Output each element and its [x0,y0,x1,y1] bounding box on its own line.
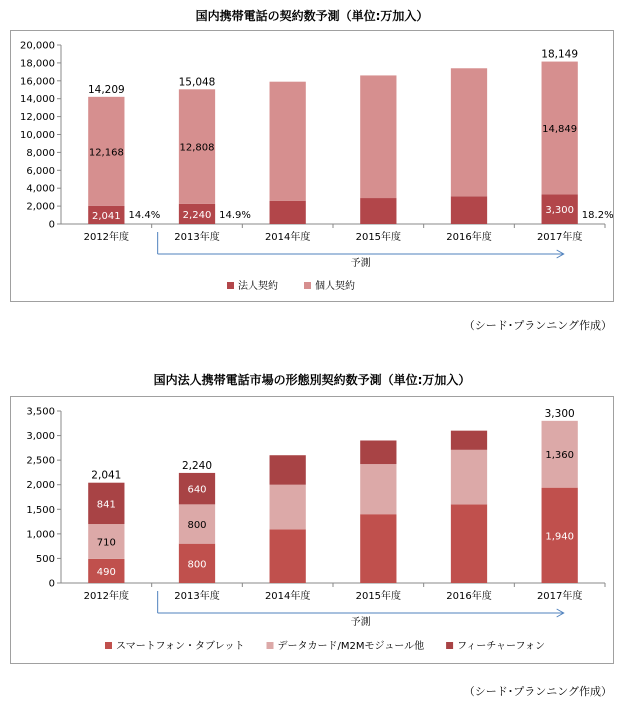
x-tick-label: 2017年度 [536,591,583,602]
forecast-label: 予測 [350,258,371,269]
legend-label: スマートフォン・タブレット [116,641,245,652]
legend-label: データカード/M2Mモジュール他 [277,641,425,652]
y-tick-label: 20,000 [20,40,55,52]
total-label: 15,048 [178,76,216,89]
bar-segment [270,201,306,224]
total-label: 3,300 [544,407,575,420]
legend-swatch [304,282,311,289]
data-label: 800 [187,559,207,571]
y-tick-label: 2,000 [26,201,55,213]
y-tick-label: 8,000 [26,147,55,159]
bar-segment [270,455,306,484]
y-tick-label: 2,500 [26,455,55,467]
data-label: 710 [96,537,116,549]
bar-segment [451,68,487,196]
total-label: 2,041 [91,469,122,482]
chart1-title: 国内携帯電話の契約数予測（単位:万加入） [195,9,429,23]
x-tick-label: 2013年度 [174,232,220,243]
y-tick-label: 16,000 [20,76,55,88]
x-tick-label: 2014年度 [264,232,311,243]
legend-label: 個人契約 [315,281,355,292]
chart2-plot [11,397,613,663]
total-label: 2,240 [181,459,213,472]
x-tick-label: 2014年度 [264,591,311,602]
data-label: 490 [96,566,116,578]
data-label: 1,940 [545,531,574,543]
forecast-label: 予測 [350,617,371,628]
y-tick-label: 6,000 [26,165,55,177]
y-tick-label: 3,000 [26,431,55,443]
y-tick-label: 1,000 [26,529,55,541]
x-tick-label: 2012年度 [83,591,130,602]
bar-segment [451,450,487,505]
bar-segment [270,82,306,201]
data-label: 3,300 [545,205,574,217]
x-tick-label: 2012年度 [83,232,130,243]
data-label: 640 [187,484,207,496]
legend-swatch [267,642,274,649]
total-label: 14,209 [87,83,125,96]
share-label: 14.4% [128,210,161,221]
x-tick-label: 2016年度 [446,591,492,602]
data-label: 12,168 [88,147,124,159]
chart1-plot [11,31,613,301]
chart1-credit: （シード･プランニング作成） [463,319,612,332]
data-label: 1,360 [545,450,574,462]
bar-segment [360,514,396,583]
data-label: 2,041 [92,210,121,222]
legend-swatch [227,282,234,289]
y-tick-label: 2,000 [26,480,55,492]
bar-segment [270,529,306,583]
data-label: 2,240 [182,209,212,221]
y-tick-label: 3,500 [26,406,55,418]
chart2-frame [10,396,614,664]
share-label: 14.9% [219,210,251,221]
share-label: 18.2% [581,210,613,221]
bar-segment [451,196,487,224]
y-tick-label: 4,000 [26,183,55,195]
x-tick-label: 2016年度 [446,232,492,243]
x-tick-label: 2017年度 [536,232,583,243]
total-label: 18,149 [541,48,579,61]
bar-segment [270,485,306,530]
x-tick-label: 2013年度 [174,591,220,602]
chart1-frame [10,30,614,302]
y-tick-label: 12,000 [20,112,55,124]
legend-swatch [105,642,112,649]
x-tick-label: 2015年度 [355,591,402,602]
bar-segment [360,75,396,198]
y-tick-label: 18,000 [20,58,55,70]
data-label: 841 [96,499,116,511]
y-tick-label: 10,000 [20,130,55,141]
bar-segment [451,504,487,583]
legend-swatch [446,642,453,649]
legend-label: 法人契約 [238,281,278,292]
y-tick-label: 1,500 [26,504,55,516]
legend-label: フィーチャーフォン [457,641,545,652]
bar-segment [451,431,487,450]
bar-segment [360,464,396,514]
data-label: 800 [187,520,207,532]
y-tick-label: 0 [48,219,55,231]
bar-segment [360,198,396,224]
y-tick-label: 500 [35,553,55,565]
chart2-credit: （シード･プランニング作成） [463,685,612,698]
data-label: 12,808 [179,142,215,154]
x-tick-label: 2015年度 [355,232,402,243]
y-tick-label: 14,000 [20,94,55,106]
bar-segment [360,440,396,464]
data-label: 14,849 [542,124,578,136]
chart2-title: 国内法人携帯電話市場の形態別契約数予測（単位:万加入） [153,373,471,387]
y-tick-label: 0 [48,578,55,590]
